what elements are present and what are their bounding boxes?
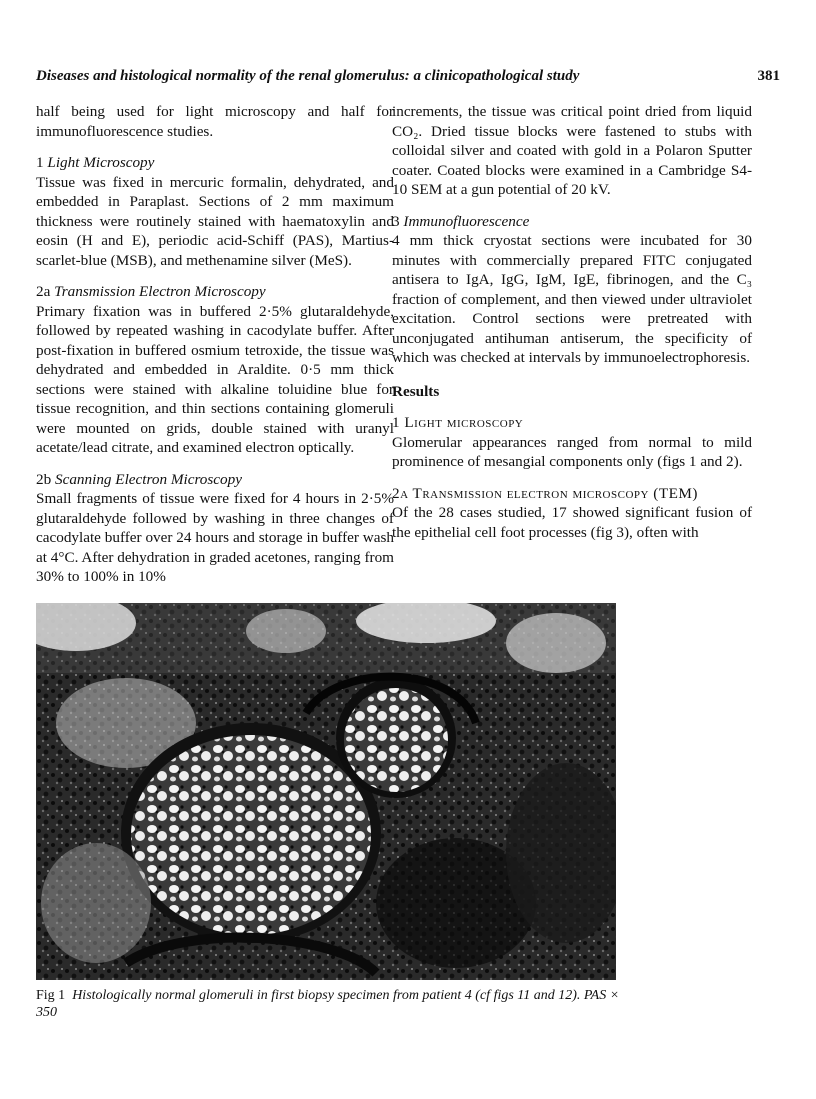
results-heading: Results xyxy=(392,382,440,400)
section-heading-tem xyxy=(36,282,394,302)
results-heading-tem: 2a Transmission electron microscopy (TEM) xyxy=(392,484,698,502)
figure-label: Fig 1 xyxy=(36,988,66,1003)
intro-paragraph: half being used for light microscopy and half for immunofluorescence studies. xyxy=(36,103,394,140)
paragraph-light-microscopy: Tissue was fixed in mercuric formalin, dehydrated, and embedded in Paraplast. Sections of 2 mm maximum thickness were routinely stained with haematoxylin and eosin (H and E), periodic acid-Schiff (PAS), Martius-scarlet-blue (MSB), and methenamine silver (MeS). xyxy=(36,173,394,269)
section-title: Transmission Electron Microscopy xyxy=(54,283,266,300)
paragraph-sem: Small fragments of tissue were fixed for 4 hours in 2·5% glutaraldehyde followed by washing in three changes of cacodylate buffer over 24 hours and storage in buffer wash at 4°C. After dehydration in graded acetones, ranging from 30% to 100% in 10% xyxy=(36,490,394,585)
section-title: Immunofluorescence xyxy=(403,212,530,230)
section-heading-sem xyxy=(36,470,394,490)
paragraph-sem-continued: increments, the tissue was critical point dried from liquid CO₂. Dried tissue blocks were fastened to stubs with colloidal silver and coated with gold in a Polaron Sputter coater. Coated blocks were examined in a Cambridge S4-10 SEM at a gun potential of 20 kV. xyxy=(392,103,752,198)
page-number: 381 xyxy=(757,68,780,84)
page-header xyxy=(36,68,780,92)
section-number: 2a xyxy=(36,283,51,300)
section-title: Scanning Electron Microscopy xyxy=(54,470,242,488)
section-number: 1 xyxy=(36,154,44,171)
section-number: 2b xyxy=(36,470,52,488)
section-heading-light-microscopy xyxy=(36,153,394,173)
right-column xyxy=(392,102,752,542)
section-number: 3 xyxy=(392,212,400,230)
micrograph-image xyxy=(36,603,616,980)
paragraph-immunofluorescence: 4 mm thick cryostat sections were incubated for 30 minutes with commercially prepared FITC conjugated antisera to IgA, IgG, IgM, IgE, fibrinogen, and the C₃ fraction of complement, and then viewed under ultraviolet excitation. Control sections were pretreated with unconjugated antihuman antiserum, the specificity of which was checked at intervals by immunoelectrophoresis. xyxy=(392,232,752,366)
section-heading-immunofluorescence xyxy=(392,212,752,232)
paragraph-results-tem: Of the 28 cases studied, 17 showed significant fusion of the epithelial cell foot processes (fig 3), often with xyxy=(392,504,752,541)
results-heading-light-microscopy: 1 Light microscopy xyxy=(392,414,524,431)
figure-1-micrograph xyxy=(36,603,616,980)
paragraph-results-light-microscopy: Glomerular appearances ranged from normal to mild prominence of mesangial components only (figs 1 and 2). xyxy=(392,433,752,470)
section-title: Light Microscopy xyxy=(47,154,155,171)
running-title: Diseases and histological normality of the renal glomerulus: a clinicopathological study xyxy=(36,68,580,84)
left-column xyxy=(36,102,394,587)
paragraph-tem: Primary fixation was in buffered 2·5% glutaraldehyde, followed by repeated washing in cacodylate buffer. After post-fixation in buffered osmium tetroxide, the tissue was dehydrated and embedded in Araldite. 0·5 mm thick sections were stained with alkaline toluidine blue for tissue recognition, and thin sections containing glomeruli were mounted on grids, double stained with uranyl acetate/lead citrate, and examined electron optically. xyxy=(36,302,394,456)
figure-caption-text: Histologically normal glomeruli in first biopsy specimen from patient 4 (cf figs 11 and 12). PAS × 350 xyxy=(36,988,620,1020)
figure-caption xyxy=(36,987,636,1021)
